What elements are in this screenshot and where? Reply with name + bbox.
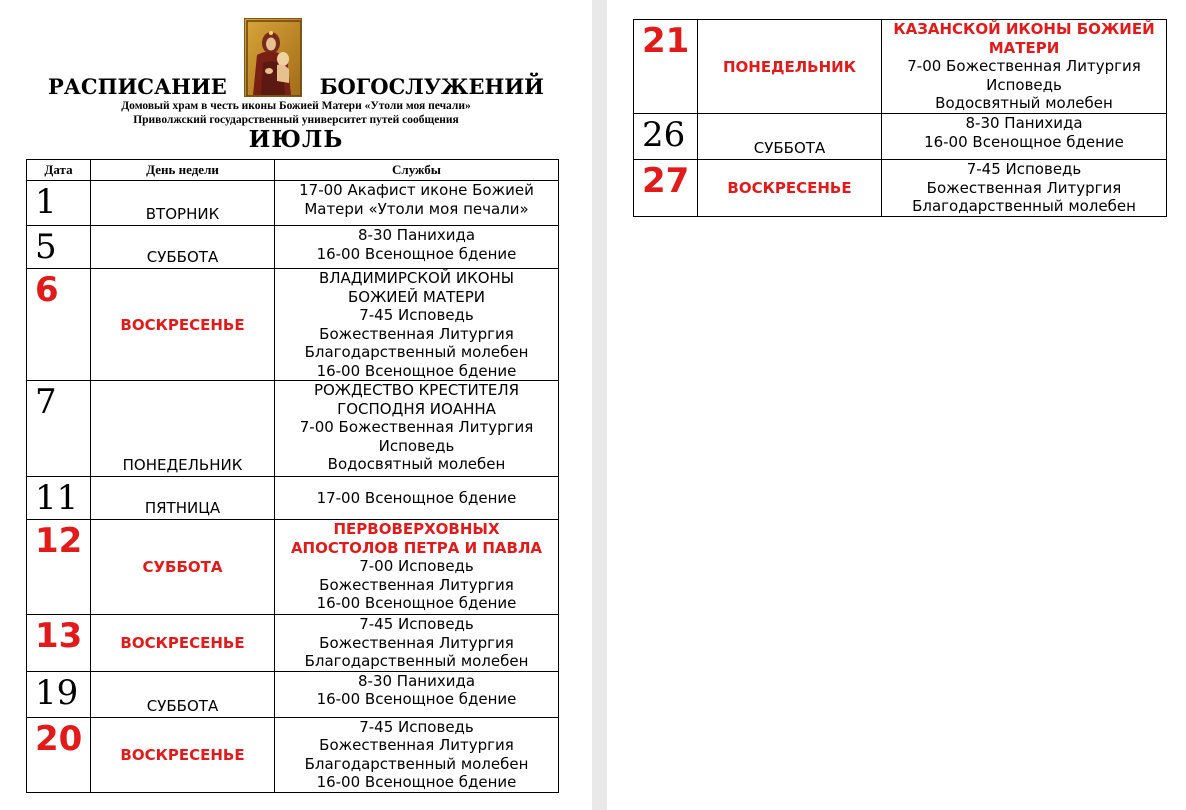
services-cell: [882, 114, 1167, 160]
service-line: Божественная Литургия: [319, 575, 514, 594]
page-left: [0, 0, 592, 810]
service-line: 16-00 Всенощное бдение: [316, 773, 517, 791]
services-cell: [275, 226, 559, 269]
table-row: [27, 181, 559, 226]
schedule-table-left: [26, 159, 559, 793]
services-cell: [275, 477, 559, 520]
table-header-row: [27, 160, 559, 181]
service-line: 7-45 Исповедь: [359, 306, 474, 324]
date-cell: 19: [27, 671, 91, 717]
weekday-cell: СУББОТА: [91, 226, 275, 269]
service-line: 7-00 Исповедь: [359, 557, 474, 575]
date-cell: 12: [27, 520, 91, 615]
table-row: [27, 269, 559, 381]
service-line: 17-00 Акафист иконе Божией: [299, 181, 534, 199]
service-line: ВЛАДИМИРСКОЙ ИКОНЫ: [318, 269, 515, 287]
table-row: [634, 160, 1167, 217]
service-line: 17-00 Всенощное бдение: [316, 488, 517, 507]
service-line: 8-30 Панихида: [357, 226, 476, 244]
services-cell: [275, 381, 559, 477]
service-line: 16-00 Всенощное бдение: [316, 244, 517, 263]
service-line: 7-00 Божественная Литургия: [299, 418, 534, 436]
service-line: БОЖИЕЙ МАТЕРИ: [347, 287, 486, 306]
service-line: 7-45 Исповедь: [359, 717, 474, 736]
page-right: [607, 0, 1186, 810]
weekday-cell: ВОСКРЕСЕНЬЕ: [91, 269, 275, 381]
weekday-cell: СУББОТА: [698, 114, 882, 160]
service-line: 16-00 Всенощное бдение: [316, 594, 517, 612]
service-line: Божественная Литургия: [319, 736, 514, 754]
university-name: Приволжский государственный университет путей сообщения: [133, 114, 459, 126]
table-row: [27, 615, 559, 672]
date-cell: 21: [634, 20, 698, 114]
table-row: [634, 114, 1167, 160]
schedule-table-right: [633, 19, 1167, 217]
church-name: Домовый храм в честь иконы Божией Матери «Утоли моя печали»: [121, 100, 471, 112]
date-cell: 20: [27, 717, 91, 792]
header-day: День недели: [91, 160, 275, 181]
services-cell: [275, 520, 559, 615]
service-line: Божественная Литургия: [319, 324, 514, 343]
service-line: Благодарственный молебен: [912, 197, 1136, 215]
weekday-cell: ВОСКРЕСЕНЬЕ: [91, 717, 275, 792]
service-line: 7-45 Исповедь: [966, 160, 1082, 178]
date-cell: 7: [27, 381, 91, 477]
date-cell: 13: [27, 615, 91, 672]
feast-title: ПЕРВОВЕРХОВНЫХ: [333, 520, 500, 538]
services-cell: [275, 615, 559, 672]
service-line: Исповедь: [378, 436, 455, 455]
service-line: 16-00 Всенощное бдение: [316, 361, 517, 380]
weekday-cell: СУББОТА: [91, 671, 275, 717]
services-cell: [882, 20, 1167, 114]
title-right: БОГОСЛУЖЕНИЙ: [319, 74, 544, 99]
services-cell: [275, 717, 559, 792]
feast-title: КАЗАНСКОЙ ИКОНЫ БОЖИЕЙ: [893, 20, 1155, 38]
table-row: [634, 20, 1167, 114]
services-cell: [275, 269, 559, 381]
title-left: РАСПИСАНИЕ: [48, 74, 227, 99]
header-date: Дата: [27, 160, 91, 181]
table-row: [27, 226, 559, 269]
service-line: Благодарственный молебен: [304, 754, 529, 773]
date-cell: 11: [27, 477, 91, 520]
weekday-cell: ВТОРНИК: [91, 181, 275, 226]
weekday-cell: СУББОТА: [91, 520, 275, 615]
date-cell: 27: [634, 160, 698, 217]
service-line: Водосвятный молебен: [327, 455, 506, 473]
service-line: Благодарственный молебен: [304, 343, 529, 361]
table-row: [27, 520, 559, 615]
table-row: [27, 381, 559, 477]
feast-title: АПОСТОЛОВ ПЕТРА И ПАВЛА: [290, 538, 543, 557]
service-line: РОЖДЕСТВО КРЕСТИТЕЛЯ: [313, 381, 520, 399]
service-line: 7-45 Исповедь: [359, 615, 474, 633]
weekday-cell: ПЯТНИЦА: [91, 477, 275, 520]
service-line: 16-00 Всенощное бдение: [924, 132, 1124, 151]
month-title: ИЮЛЬ: [248, 126, 344, 153]
service-line: Божественная Литургия: [319, 633, 514, 652]
service-line: 8-30 Панихида: [357, 671, 476, 690]
table-row: [27, 717, 559, 792]
service-line: Водосвятный молебен: [935, 94, 1113, 112]
service-line: Исповедь: [986, 75, 1062, 94]
date-cell: 26: [634, 114, 698, 160]
schedule-title: [48, 74, 544, 98]
weekday-cell: ВОСКРЕСЕНЬЕ: [91, 615, 275, 672]
service-line: 16-00 Всенощное бдение: [316, 690, 517, 708]
service-line: 7-00 Божественная Литургия: [907, 57, 1141, 75]
service-line: ГОСПОДНЯ ИОАННА: [337, 399, 496, 418]
date-cell: 5: [27, 226, 91, 269]
feast-title: МАТЕРИ: [988, 38, 1060, 57]
service-line: Благодарственный молебен: [304, 652, 529, 670]
table-row: [27, 477, 559, 520]
header-services: Службы: [275, 160, 559, 181]
weekday-cell: ПОНЕДЕЛЬНИК: [698, 20, 882, 114]
services-cell: [275, 671, 559, 717]
date-cell: 6: [27, 269, 91, 381]
services-cell: [275, 181, 559, 226]
weekday-cell: ВОСКРЕСЕНЬЕ: [698, 160, 882, 217]
services-cell: [882, 160, 1167, 217]
table-row: [27, 671, 559, 717]
date-cell: 1: [27, 181, 91, 226]
service-line: 8-30 Панихида: [965, 114, 1083, 132]
service-line: Божественная Литургия: [926, 178, 1122, 197]
weekday-cell: ПОНЕДЕЛЬНИК: [91, 381, 275, 477]
service-line: Матери «Утоли моя печали»: [304, 199, 529, 218]
